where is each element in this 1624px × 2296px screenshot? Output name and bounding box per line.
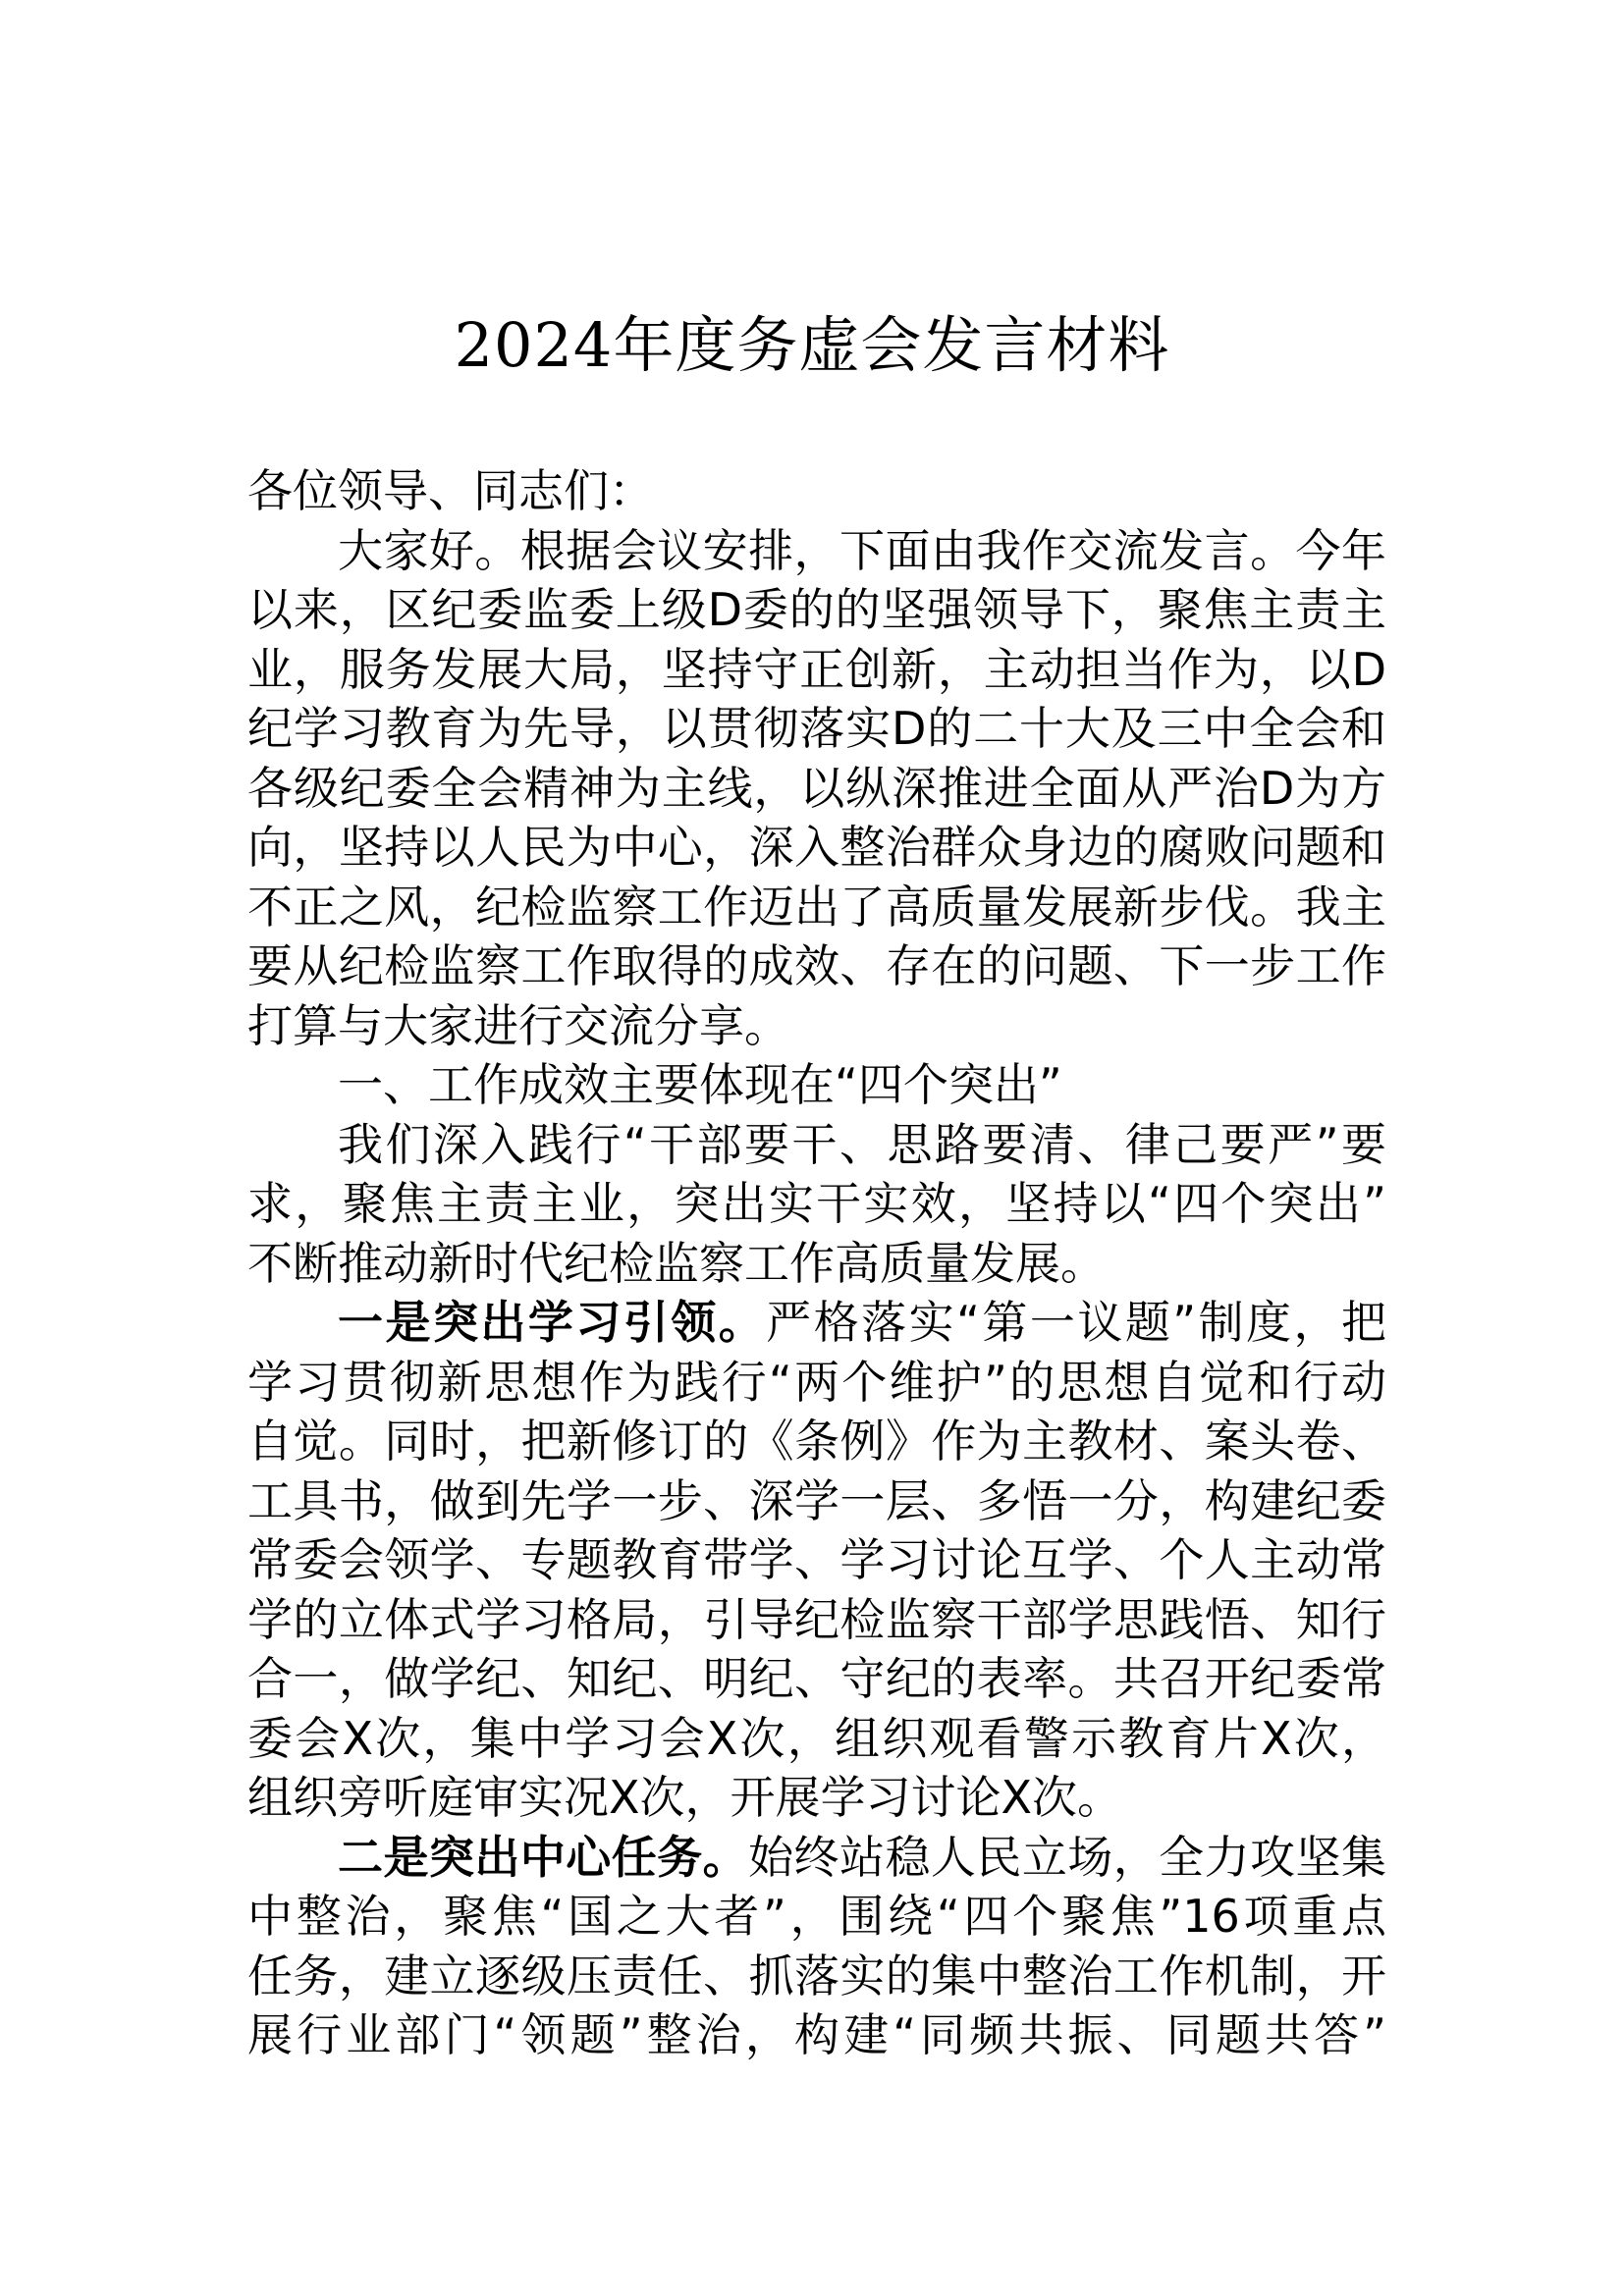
text-line: [247, 1353, 1386, 1413]
bold-lead-phrase: 一是突出学习引领。: [338, 1296, 767, 1349]
text-line: [247, 1649, 1386, 1709]
line-text: 各级纪委全会精神为主线，以纵深推进全面从严治D为方: [247, 761, 1386, 815]
text-line: [247, 1234, 1386, 1294]
text-line: [247, 1590, 1386, 1650]
document-title: 2024年度务虚会发言材料: [454, 309, 1170, 381]
salutation: 各位领导、同志们：: [247, 464, 654, 517]
line-text: 业，服务发展大局，坚持守正创新，主动担当作为，以D: [247, 642, 1386, 696]
text-line: [247, 759, 1386, 819]
text-line: [247, 1709, 1386, 1769]
text-line: [247, 2005, 1386, 2065]
line-text: 不断推动新时代纪检监察工作高质量发展。: [247, 1236, 1106, 1290]
text-line: [247, 1471, 1386, 1531]
line-text: 我们深入践行“干部要干、思路要清、律己要严”要: [338, 1117, 1386, 1171]
text-line: [247, 1887, 1386, 1947]
text-line: [247, 1293, 1386, 1353]
text-line: [247, 1174, 1386, 1234]
line-text: 严格落实“第一议题”制度，把: [766, 1296, 1386, 1349]
text-line: [247, 996, 1386, 1056]
line-text: 学的立体式学习格局，引导纪检监察干部学思践悟、知行: [247, 1592, 1386, 1646]
line-text: 中整治，聚焦“国之大者”，围绕“四个聚焦”16项重点: [247, 1890, 1386, 1943]
line-text: 求，聚焦主责主业，突出实干实效，坚持以“四个突出”: [247, 1177, 1386, 1230]
text-line: [247, 1412, 1386, 1471]
text-line: [247, 1768, 1386, 1828]
line-text: 大家好。根据会议安排，下面由我作交流发言。今年: [338, 523, 1386, 577]
line-text: 常委会领学、专题教育带学、学习讨论互学、个人主动常: [247, 1533, 1386, 1586]
text-line: [247, 1828, 1386, 1888]
text-line: [247, 936, 1386, 996]
text-line: [247, 1530, 1386, 1590]
line-text: 工具书，做到先学一步、深学一层、多悟一分，构建纪委: [247, 1473, 1386, 1527]
text-line: [247, 818, 1386, 878]
line-text: 展行业部门“领题”整治，构建“同频共振、同题共答”: [247, 2008, 1386, 2061]
line-text: 学习贯彻新思想作为践行“两个维护”的思想自觉和行动: [247, 1355, 1386, 1409]
line-text: 一、工作成效主要体现在“四个突出”: [338, 1058, 1062, 1111]
line-text: 委会X次，集中学习会X次，组织观看警示教育片X次，: [247, 1711, 1386, 1765]
text-line: [247, 1055, 1386, 1115]
line-text: 合一，做学纪、知纪、明纪、守纪的表率。共召开纪委常: [247, 1652, 1386, 1705]
text-line: [247, 699, 1386, 759]
text-line: [247, 640, 1386, 700]
line-text: 始终站稳人民立场，全力攻坚集: [748, 1830, 1386, 1884]
line-text: 组织旁听庭审实况X次，开展学习讨论X次。: [247, 1771, 1123, 1824]
bold-lead-phrase: 二是突出中心任务。: [338, 1830, 749, 1884]
line-text: 自觉。同时，把新修订的《条例》作为主教材、案头卷、: [247, 1415, 1386, 1468]
line-text: 纪学习教育为先导，以贯彻落实D的二十大及三中全会和: [247, 702, 1386, 755]
line-text: 任务，建立逐级压责任、抓落实的集中整治工作机制，开: [247, 1949, 1386, 2002]
paragraph-lines: [247, 521, 1386, 2065]
line-text: 不正之风，纪检监察工作迈出了高质量发展新步伐。我主: [247, 880, 1386, 934]
line-text: 打算与大家进行交流分享。: [247, 998, 789, 1052]
text-line: [247, 521, 1386, 581]
text-line: [247, 878, 1386, 937]
text-line: [247, 1947, 1386, 2006]
line-text: 要从纪检监察工作取得的成效、存在的问题、下一步工作: [247, 939, 1386, 992]
text-line: [247, 1115, 1386, 1175]
line-text: 向，坚持以人民为中心，深入整治群众身边的腐败问题和: [247, 821, 1386, 874]
document-body: [247, 461, 1386, 2065]
line-text: 以来，区纪委监委上级D委的的坚强领导下，聚焦主责主: [247, 583, 1386, 636]
text-line: [247, 580, 1386, 640]
